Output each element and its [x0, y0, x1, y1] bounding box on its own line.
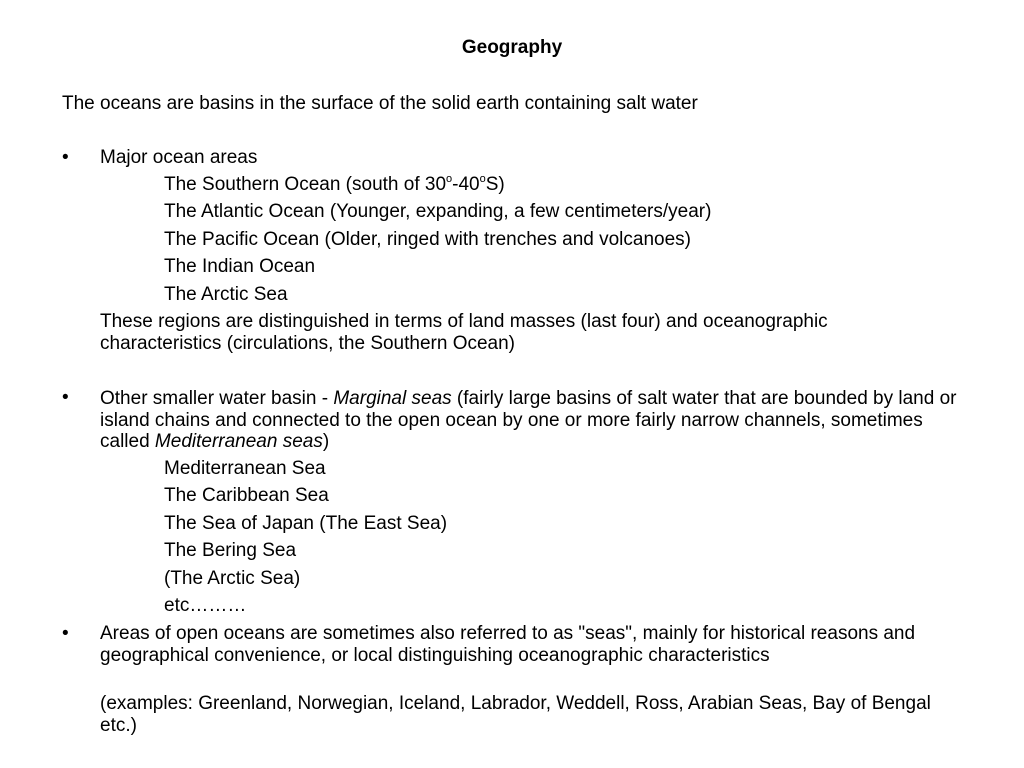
section1-note: These regions are distinguished in terms of land masses (last four) and oceanographic characteristics (circulations, the Southern Ocean) — [100, 311, 828, 354]
list-item-southern-ocean — [164, 173, 505, 197]
bullet-2-marker: • — [62, 387, 69, 408]
list-item: The Bering Sea — [164, 540, 297, 561]
bullet-3-marker: • — [62, 623, 69, 644]
list-item: (The Arctic Sea) — [164, 568, 301, 589]
southern-text-b: -40 — [452, 174, 480, 195]
list-item: The Caribbean Sea — [164, 485, 329, 506]
section2-text-c: ) — [322, 431, 330, 452]
marginal-seas-term: Marginal seas — [333, 388, 452, 409]
bullet-1-marker: • — [62, 147, 69, 168]
intro-text: The oceans are basins in the surface of the solid earth containing salt water — [62, 93, 698, 114]
page-title: Geography — [461, 37, 563, 58]
list-item-arctic-sea: The Arctic Sea — [164, 284, 288, 305]
list-item-pacific-ocean: The Pacific Ocean (Older, ringed with trenches and volcanoes) — [164, 229, 691, 250]
section3-examples: (examples: Greenland, Norwegian, Iceland, Labrador, Weddell, Ross, Arabian Seas, Bay of Bengal etc.) — [100, 693, 931, 736]
list-item: etc……… — [164, 595, 247, 616]
southern-text-a: The Southern Ocean (south of 30 — [164, 174, 447, 195]
section1-heading: Major ocean areas — [100, 147, 258, 168]
list-item: Mediterranean Sea — [164, 458, 326, 479]
degree-mark: o — [446, 172, 453, 185]
section3-text: Areas of open oceans are sometimes also referred to as "seas", mainly for historical reasons and geographical convenience, or local distinguishing oceanographic characteristics — [100, 623, 916, 666]
mediterranean-seas-term: Mediterranean seas — [154, 431, 323, 452]
section2-text — [100, 388, 960, 453]
degree-mark: o — [479, 172, 486, 185]
list-item: The Sea of Japan (The East Sea) — [164, 513, 448, 534]
section2-text-b: (fairly large basins of salt water that are bounded by land or island chains and connected to the open ocean by one or more fairly narrow channels, sometimes called — [100, 388, 957, 452]
section2-text-a: Other smaller water basin - — [100, 388, 334, 409]
list-item-atlantic-ocean: The Atlantic Ocean (Younger, expanding, a few centimeters/year) — [164, 201, 712, 222]
southern-text-c: S) — [485, 174, 505, 195]
list-item-indian-ocean: The Indian Ocean — [164, 256, 316, 277]
